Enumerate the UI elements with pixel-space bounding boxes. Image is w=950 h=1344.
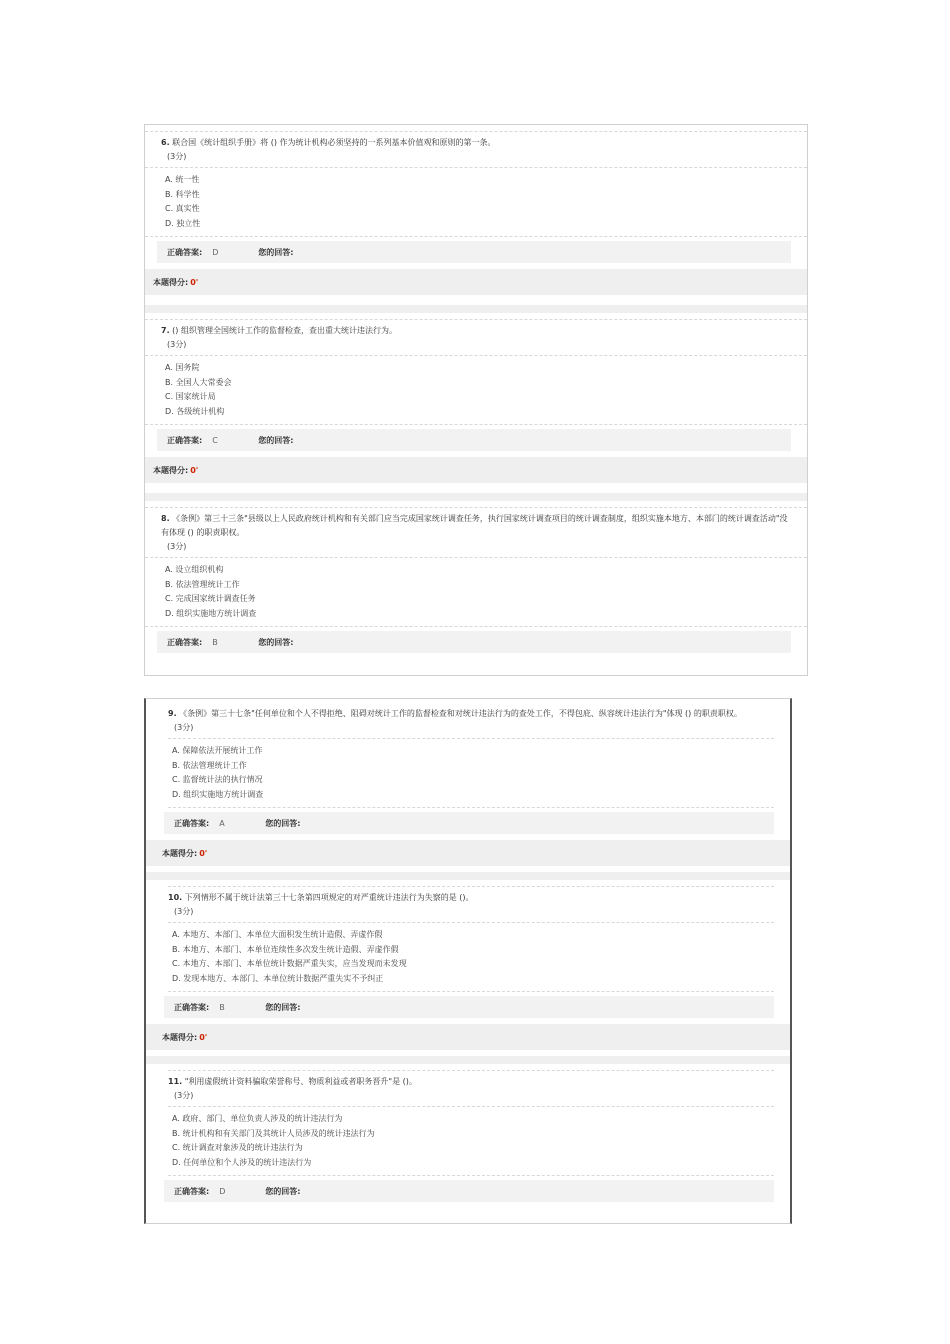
option-b[interactable]: B. 依法管理统计工作: [165, 579, 240, 589]
options-list: [145, 168, 807, 236]
question-title: 9. 《条例》第三十七条"任何单位和个人不得拒绝、阻碍对统计工作的监督检查和对统计违法行为的查处工作，不得包庇、纵容统计违法行为"体现 () 的职责职权。: [168, 709, 742, 718]
option-d[interactable]: D. 各级统计机构: [165, 406, 225, 416]
question-8: [145, 501, 807, 653]
correct-answer-value: B: [219, 1002, 225, 1012]
answer-row: [157, 241, 791, 263]
correct-answer-label: 正确答案:: [174, 1002, 210, 1012]
your-answer-label: 您的回答:: [258, 247, 294, 257]
question-title: 10. 下列情形不属于统计法第三十七条第四项规定的对严重统计违法行为失察的是 ()。: [168, 893, 474, 902]
score-label: 本题得分:: [162, 848, 198, 858]
answer-row: [157, 429, 791, 451]
option-d[interactable]: D. 组织实施地方统计调查: [165, 608, 257, 618]
correct-answer-value: A: [219, 818, 225, 828]
option-a[interactable]: A. 国务院: [165, 363, 200, 372]
question-points: (3分): [167, 542, 187, 551]
your-answer-label: 您的回答:: [265, 818, 301, 828]
option-b[interactable]: B. 本地方、本部门、本单位连续性多次发生统计造假、弄虚作假: [172, 944, 399, 954]
your-answer-label: 您的回答:: [258, 637, 294, 647]
options-list: [146, 923, 790, 991]
separator: [146, 1056, 790, 1064]
your-answer-label: 您的回答:: [258, 435, 294, 445]
score-value: 0': [190, 465, 199, 475]
score-row: [146, 840, 790, 866]
answer-row: [164, 812, 774, 834]
option-b[interactable]: B. 统计机构和有关部门及其统计人员涉及的统计违法行为: [172, 1128, 375, 1138]
correct-answer-value: C: [212, 435, 218, 445]
option-d[interactable]: D. 发现本地方、本部门、本单位统计数据严重失实不予纠正: [172, 973, 384, 983]
correct-answer-label: 正确答案:: [167, 637, 203, 647]
question-10: [146, 880, 790, 1064]
option-c[interactable]: C. 本地方、本部门、本单位统计数据严重失实，应当发现而未发现: [172, 959, 407, 968]
your-answer-label: 您的回答:: [265, 1186, 301, 1196]
option-d[interactable]: D. 组织实施地方统计调查: [172, 789, 264, 799]
question-points: (3分): [167, 152, 187, 161]
separator: [146, 872, 790, 880]
correct-answer-label: 正确答案:: [174, 1186, 210, 1196]
correct-answer-label: 正确答案:: [167, 435, 203, 445]
option-a[interactable]: A. 统一性: [165, 175, 200, 184]
option-c[interactable]: C. 国家统计局: [165, 392, 216, 401]
correct-answer-value: B: [212, 637, 218, 647]
your-answer-label: 您的回答:: [265, 1002, 301, 1012]
question-title: 11. "利用虚假统计资料骗取荣誉称号、物质利益或者职务晋升"是 ()。: [168, 1077, 417, 1086]
correct-answer-value: D: [219, 1186, 226, 1196]
option-b[interactable]: B. 依法管理统计工作: [172, 760, 247, 770]
options-list: [146, 739, 790, 807]
option-a[interactable]: A. 政府、部门、单位负责人涉及的统计违法行为: [172, 1114, 343, 1123]
option-c[interactable]: C. 监督统计法的执行情况: [172, 775, 263, 784]
correct-answer-label: 正确答案:: [174, 818, 210, 828]
question-title: 6. 联合国《统计组织手册》将 () 作为统计机构必须坚持的一系列基本价值观和原则的第一条。: [161, 138, 496, 147]
question-title: 8. 《条例》第三十三条"县级以上人民政府统计机构和有关部门应当完成国家统计调查任务，执行国家统计调查项目的统计调查制度，组织实施本地方、本部门的统计调查活动"没有体现 () 的职责职权。: [161, 514, 788, 537]
score-row: [146, 1024, 790, 1050]
question-points: (3分): [174, 907, 194, 916]
question-11: [146, 1064, 790, 1202]
correct-answer-label: 正确答案:: [167, 247, 203, 257]
question-points: (3分): [174, 1091, 194, 1100]
question-panel-1: [144, 124, 808, 676]
score-row: [145, 269, 807, 295]
separator: [145, 305, 807, 313]
score-value: 0': [199, 848, 208, 858]
separator: [145, 493, 807, 501]
answer-row: [164, 996, 774, 1018]
question-title: 7. () 组织管理全国统计工作的监督检查，查出重大统计违法行为。: [161, 326, 397, 335]
options-list: [145, 558, 807, 626]
answer-row: [164, 1180, 774, 1202]
option-a[interactable]: A. 设立组织机构: [165, 565, 224, 574]
score-value: 0': [190, 277, 199, 287]
answer-row: [157, 631, 791, 653]
question-points: (3分): [174, 723, 194, 732]
option-b[interactable]: B. 科学性: [165, 189, 200, 199]
options-list: [145, 356, 807, 424]
option-a[interactable]: A. 保障依法开展统计工作: [172, 746, 263, 755]
correct-answer-value: D: [212, 247, 219, 257]
option-c[interactable]: C. 统计调查对象涉及的统计违法行为: [172, 1143, 303, 1152]
question-points: (3分): [167, 340, 187, 349]
option-a[interactable]: A. 本地方、本部门、本单位大面积发生统计造假、弄虚作假: [172, 930, 383, 939]
score-label: 本题得分:: [153, 277, 189, 287]
question-panel-2: [144, 698, 792, 1224]
question-9: [146, 699, 790, 880]
option-b[interactable]: B. 全国人大常委会: [165, 377, 232, 387]
score-row: [145, 457, 807, 483]
question-6: [145, 125, 807, 313]
option-d[interactable]: D. 任何单位和个人涉及的统计违法行为: [172, 1157, 312, 1167]
score-label: 本题得分:: [153, 465, 189, 475]
question-7: [145, 313, 807, 501]
option-d[interactable]: D. 独立性: [165, 218, 201, 228]
option-c[interactable]: C. 完成国家统计调查任务: [165, 594, 256, 603]
score-label: 本题得分:: [162, 1032, 198, 1042]
options-list: [146, 1107, 790, 1175]
option-c[interactable]: C. 真实性: [165, 204, 200, 213]
score-value: 0': [199, 1032, 208, 1042]
